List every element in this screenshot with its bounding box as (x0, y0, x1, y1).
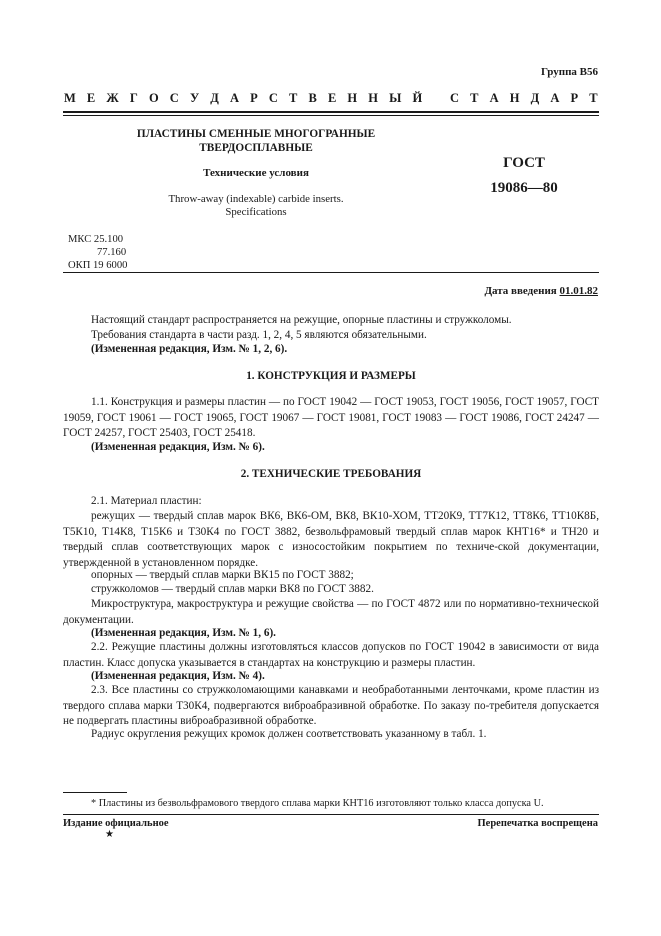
section-1-heading: 1. КОНСТРУКЦИЯ И РАЗМЕРЫ (246, 370, 416, 382)
banner-left: М Е Ж Г О С У Д А Р С Т В Е Н Н Ы Й (64, 91, 427, 105)
p21-support: опорных — твердый сплав марки ВК15 по ГОСТ 3882; (91, 569, 354, 581)
p23-paragraph: 2.3. Все пластины со стружколомающими канавками и необработанными ленточками, кроме пластин из твердого сплава марки Т30К4, подвергаются виброабразивной обработке. По заказу по-требителя допускается не подвергать пластины виброабразивной обработке. (63, 684, 599, 728)
p21-amendment: (Измененная редакция, Изм. № 1, 6). (91, 627, 276, 639)
title-line-2: ТВЕРДОСПЛАВНЫЕ (199, 142, 313, 154)
subtitle: Технические условия (203, 167, 309, 179)
intro-date-label: Дата введения (484, 285, 557, 297)
english-title-line-2: Specifications (225, 206, 287, 218)
intro-amendment: (Измененная редакция, Изм. № 1, 2, 6). (91, 343, 288, 355)
title-line-1: ПЛАСТИНЫ СМЕННЫЕ МНОГОГРАННЫЕ (136, 128, 376, 140)
section-1-amendment: (Измененная редакция, Изм. № 6). (91, 441, 265, 453)
footnote: * Пластины из безвольфрамового твердого сплава марки КНТ16 изготовляют только класса допуска U. (91, 798, 544, 809)
p21-title: 2.1. Материал пластин: (91, 495, 202, 507)
footer-rule (63, 814, 599, 815)
radius-paragraph: Радиус округления режущих кромок должен соответствовать указанному в табл. 1. (91, 728, 487, 740)
banner-right: С Т А Н Д А Р Т (450, 91, 602, 105)
intro-line-2: Требования стандарта в части разд. 1, 2, 4, 5 являются обязательными. (91, 329, 427, 341)
intro-date-value: 01.01.82 (559, 285, 598, 297)
footnote-rule (63, 792, 127, 793)
star-icon: ★ (105, 829, 114, 840)
intro-line-1: Настоящий стандарт распространяется на режущие, опорные пластины и стружколомы. (91, 314, 512, 326)
p22-amendment: (Измененная редакция, Изм. № 4). (91, 670, 265, 682)
p21-microstructure: Микроструктура, макроструктура и режущие свойства — по ГОСТ 4872 или по нормативно-технической документации. (63, 598, 599, 626)
group-label: Группа В56 (540, 66, 598, 78)
footer-official-edition: Издание официальное (63, 818, 169, 829)
mks-code-2: 77.160 (97, 247, 127, 258)
header-rule-thin (63, 115, 599, 116)
header-rule-thick (63, 111, 599, 113)
section-2-heading: 2. ТЕХНИЧЕСКИЕ ТРЕБОВАНИЯ (240, 468, 422, 480)
gost-label: ГОСТ (503, 155, 545, 171)
section-1-paragraph: 1.1. Конструкция и размеры пластин — по ГОСТ 19042 — ГОСТ 19053, ГОСТ 19056, ГОСТ 19057, ГОСТ 19059, ГОСТ 19061 — ГОСТ 19065, ГОСТ 19067 — ГОСТ 19081, ГОСТ 19083 — ГОСТ 19086, ГОСТ 24247 — ГОСТ 24257, ГОСТ 25403, ГОСТ 25418. (63, 396, 599, 440)
codes-rule (63, 272, 599, 273)
footer-reprint-prohibited: Перепечатка воспрещена (477, 818, 598, 829)
gost-number: 19086—80 (490, 180, 558, 196)
intro-date (484, 285, 598, 297)
mks-code-1: МКС 25.100 (68, 234, 124, 245)
okp-code: ОКП 19 6000 (68, 260, 128, 271)
p22-paragraph: 2.2. Режущие пластины должны изготовляться классов допусков по ГОСТ 19042 в зависимости от вида пластин. Класс допуска указывается в стандартах на конструкцию и размеры пластин. (63, 641, 599, 669)
english-title-line-1: Throw-away (indexable) carbide inserts. (168, 193, 344, 205)
p21-chipbreaker: стружколомов — твердый сплав марки ВК8 по ГОСТ 3882. (91, 583, 374, 595)
p21-cutting: режущих — твердый сплав марок ВК6, ВК6-ОМ, ВК8, ВК10-ХОМ, ТТ20К9, ТТ7К12, ТТ8К6, ТТ10К8Б, Т5К10, Т14К8, Т15К6 и Т30К4 по ГОСТ 3882, безвольфрамовый твердый сплав марок КНТ16* и ТН20 и твердый сплав соответствующих марок с износостойким покрытием по техниче-ской документации, утвержденной в установленном порядке. (63, 510, 599, 569)
